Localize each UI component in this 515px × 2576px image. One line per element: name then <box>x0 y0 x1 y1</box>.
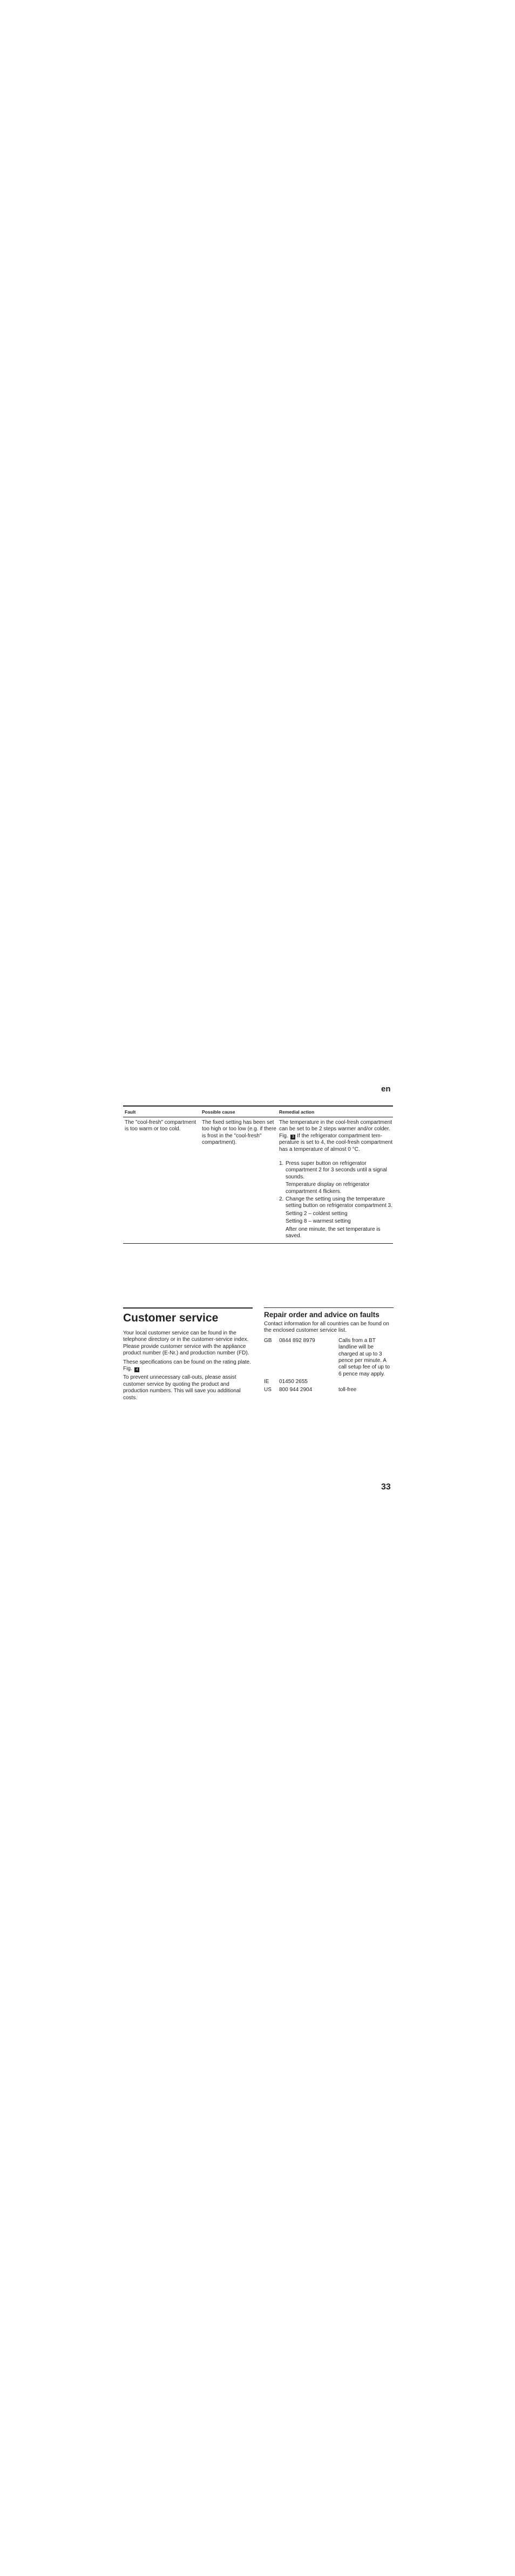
customer-service-paragraph: Your local customer service can be found in the telephone directory or in the customer-service index. Please provide customer service with the appliance product number (E-Nr.) and production number (FD). <box>123 1330 249 1357</box>
step-item <box>279 1211 393 1217</box>
phone-number: 800 944 2904 <box>279 1386 313 1393</box>
customer-service-title: Customer service <box>123 1312 219 1324</box>
step-number: 2. <box>279 1196 284 1203</box>
step-item <box>279 1182 393 1195</box>
customer-service-section <box>123 1307 253 1404</box>
customer-service-paragraph <box>123 1359 253 1373</box>
contact-note <box>338 1379 394 1385</box>
step-text: After one minute, the set temperature is saved. <box>286 1226 381 1239</box>
remedy-intro <box>279 1120 393 1153</box>
repair-section <box>264 1307 394 1394</box>
cause-cell <box>200 1120 277 1241</box>
language-label: en <box>381 1084 391 1094</box>
remedy-intro-text-a: The temperature in the cool-fresh compartment can be set to be 2 steps warmer and/or colder. Fig. <box>279 1120 392 1139</box>
contact-list <box>264 1338 394 1393</box>
step-item <box>279 1218 393 1225</box>
rating-plate-text: These specifications can be found on the rating plate. Fig. <box>123 1359 251 1372</box>
repair-intro: Contact information for all countries can be found on the enclosed customer service list. <box>264 1321 389 1334</box>
contact-row <box>264 1387 394 1393</box>
section-rule <box>264 1307 394 1308</box>
cause-text: The fixed setting has been set too high or too low (e.g. if there is frost in the "cool-fresh" compartment). <box>202 1120 276 1146</box>
fault-text: The "cool-fresh" compartment is too warm or too cold. <box>125 1120 196 1132</box>
contact-note: Calls from a BT landline will be charged at up to 3 pence per minute. A call setup fee of up to 6 pence may apply. <box>338 1337 390 1377</box>
remedy-intro-text-b: If the refrigerator compartment temperature is set to 4, the cool-fresh compartment has a temperature of almost 0 °C. <box>279 1132 393 1152</box>
step-text: Temperature display on refrigerator compartment 4 flickers. <box>286 1182 370 1195</box>
phone-number: 01450 2655 <box>279 1379 308 1385</box>
header-remedial-action: Remedial action <box>279 1109 315 1115</box>
header-fault: Fault <box>125 1109 136 1115</box>
contact-note: toll-free <box>338 1386 357 1393</box>
step-text: Press super button on refrigerator compartment 2 for 3 seconds until a signal sounds. <box>286 1161 387 1180</box>
step-number <box>279 1226 286 1240</box>
table-header <box>123 1107 393 1117</box>
table-bottom-rule <box>123 1243 393 1244</box>
customer-service-paragraph: To prevent unnecessary call-outs, please assist customer service by quoting the product and production numbers. This will save you additional costs. <box>123 1374 241 1401</box>
table-row <box>123 1117 393 1241</box>
country-code: GB <box>264 1337 272 1344</box>
step-text: Setting 2 – coldest setting <box>286 1210 348 1217</box>
step-text: Change the setting using the temperature setting button on refrigerator compartment 3. <box>286 1196 392 1209</box>
page-number: 33 <box>381 1482 391 1492</box>
fault-table <box>123 1105 393 1244</box>
step-number <box>279 1211 286 1217</box>
section-rule <box>123 1307 253 1309</box>
contact-row <box>264 1379 394 1385</box>
step-item <box>279 1161 393 1181</box>
step-item <box>279 1196 393 1210</box>
repair-title: Repair order and advice on faults <box>264 1311 380 1319</box>
fault-cell <box>123 1120 200 1241</box>
step-item <box>279 1226 393 1240</box>
remedy-steps <box>279 1161 393 1239</box>
step-number: 1. <box>279 1161 284 1167</box>
header-possible-cause: Possible cause <box>202 1109 235 1115</box>
step-number <box>279 1218 286 1225</box>
remedy-cell <box>277 1120 393 1241</box>
figure-ref-icon: 3 <box>290 1135 295 1139</box>
phone-number: 0844 892 8979 <box>279 1337 315 1344</box>
country-code: IE <box>264 1379 269 1385</box>
step-text: Setting 8 – warmest setting <box>286 1218 351 1225</box>
figure-ref-icon: 4 <box>134 1367 139 1372</box>
contact-row <box>264 1338 394 1378</box>
country-code: US <box>264 1386 272 1393</box>
step-number <box>279 1182 286 1195</box>
